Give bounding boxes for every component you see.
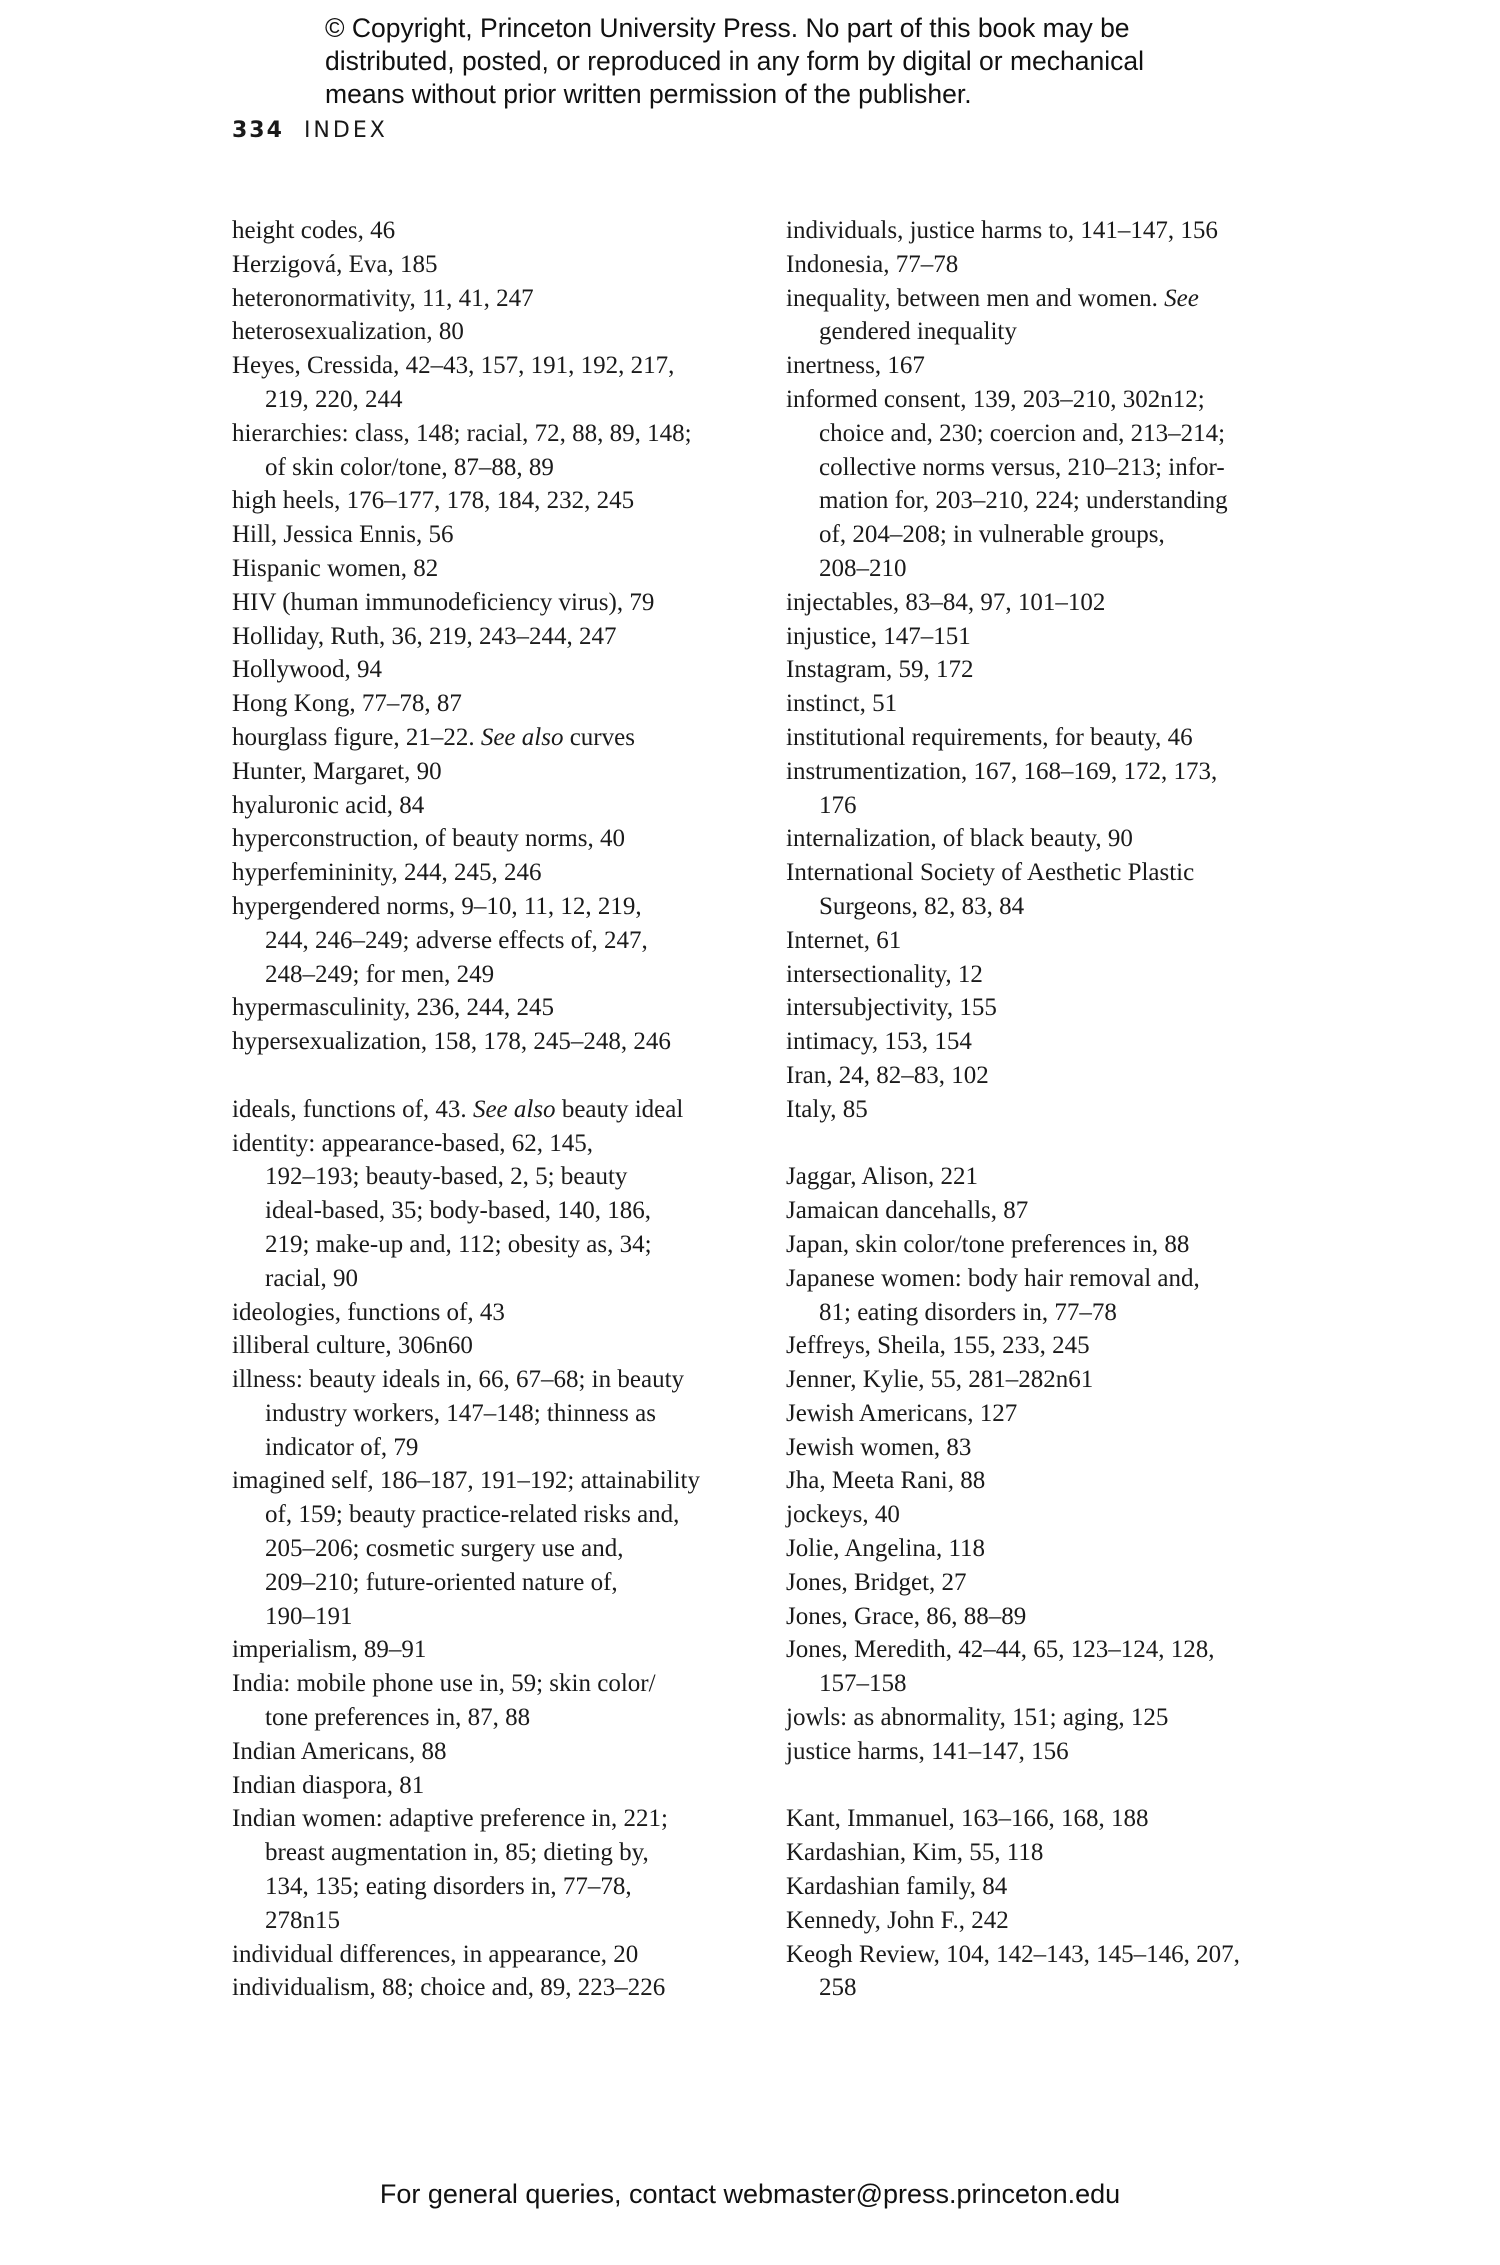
index-entry-line: inequality, between men and women. See — [786, 284, 1199, 312]
letter-section-gap — [232, 1059, 752, 1093]
index-entry-line: inertness, 167 — [786, 352, 925, 380]
index-entry-line: Keogh Review, 104, 142–143, 145–146, 207, — [786, 1940, 1240, 1968]
index-entry-line: individual differences, in appearance, 20 — [232, 1940, 639, 1968]
index-column-left — [232, 214, 752, 2005]
index-entry-line: Hunter, Margaret, 90 — [232, 757, 442, 785]
index-entry — [786, 214, 1306, 248]
index-entry — [232, 1802, 752, 1937]
index-entry-line: Instagram, 59, 172 — [786, 656, 974, 684]
index-entry-line: gendered inequality — [819, 318, 1017, 346]
index-entry — [786, 1633, 1306, 1701]
index-entry-line: hypermasculinity, 236, 244, 245 — [232, 994, 554, 1022]
index-entry — [786, 687, 1306, 721]
index-entry-line: 219; make-up and, 112; obesity as, 34; — [265, 1230, 652, 1258]
index-entry-line: 176 — [819, 791, 857, 819]
index-entry-line: Japan, skin color/tone preferences in, 88 — [786, 1230, 1190, 1258]
index-entry — [232, 991, 752, 1025]
copyright-line: © Copyright, Princeton University Press. No part of this book may be — [325, 13, 1130, 43]
copyright-line: distributed, posted, or reproduced in any form by digital or mechanical — [325, 46, 1144, 76]
index-entry — [786, 620, 1306, 654]
index-entry-line: internalization, of black beauty, 90 — [786, 825, 1133, 853]
index-entry-line: hypergendered norms, 9–10, 11, 12, 219, — [232, 892, 642, 920]
index-entry-line: Holliday, Ruth, 36, 219, 243–244, 247 — [232, 622, 617, 650]
index-entry-line: Hill, Jessica Ennis, 56 — [232, 521, 454, 549]
index-entry-line: HIV (human immunodeficiency virus), 79 — [232, 588, 655, 616]
index-entry-line: identity: appearance-based, 62, 145, — [232, 1129, 593, 1157]
index-entry — [232, 282, 752, 316]
index-entry — [786, 755, 1306, 823]
index-entry — [232, 248, 752, 282]
index-entry — [232, 1025, 752, 1059]
index-entry-line: 258 — [819, 1974, 857, 2002]
index-entry-line: 208–210 — [819, 554, 907, 582]
index-entry — [232, 755, 752, 789]
index-entry-line: illness: beauty ideals in, 66, 67–68; in beauty — [232, 1366, 685, 1394]
index-entry-line: choice and, 230; coercion and, 213–214; — [819, 419, 1226, 447]
index-entry — [786, 991, 1306, 1025]
index-entry — [232, 1127, 752, 1296]
index-entry — [232, 1464, 752, 1633]
index-entry-line: Jamaican dancehalls, 87 — [786, 1197, 1029, 1225]
index-entry-line: Jenner, Kylie, 55, 281–282n61 — [786, 1366, 1094, 1394]
index-entry-line: Jones, Bridget, 27 — [786, 1568, 967, 1596]
index-entry — [232, 1633, 752, 1667]
index-entry-line: instrumentization, 167, 168–169, 172, 173, — [786, 757, 1218, 785]
index-entry-line: Indian diaspora, 81 — [232, 1771, 425, 1799]
index-entry — [232, 1093, 752, 1127]
index-entry — [786, 1194, 1306, 1228]
index-entry-line: 192–193; beauty-based, 2, 5; beauty — [265, 1163, 628, 1191]
index-entry-line: of, 159; beauty practice-related risks and, — [265, 1501, 680, 1529]
index-entry-line: Jeffreys, Sheila, 155, 233, 245 — [786, 1332, 1090, 1360]
index-entry-line: hyperfemininity, 244, 245, 246 — [232, 859, 542, 887]
index-entry — [232, 856, 752, 890]
index-entry — [232, 1363, 752, 1464]
index-entry-line: height codes, 46 — [232, 217, 396, 244]
index-entry-line: Kant, Immanuel, 163–166, 168, 188 — [786, 1805, 1149, 1833]
index-entry-line: 244, 246–249; adverse effects of, 247, — [265, 926, 648, 954]
index-entry — [232, 1938, 752, 1972]
index-entry — [232, 653, 752, 687]
index-entry-line: Jaggar, Alison, 221 — [786, 1163, 979, 1191]
index-entry-line: Jewish Americans, 127 — [786, 1399, 1018, 1427]
index-entry-line: heteronormativity, 11, 41, 247 — [232, 284, 534, 312]
index-entry — [786, 1498, 1306, 1532]
index-entry-line: individuals, justice harms to, 141–147, 156 — [786, 217, 1218, 244]
index-entry-line: hyperconstruction, of beauty norms, 40 — [232, 825, 625, 853]
index-entry-line: Heyes, Cressida, 42–43, 157, 191, 192, 217, — [232, 352, 675, 380]
index-entry — [786, 822, 1306, 856]
index-entry-line: injectables, 83–84, 97, 101–102 — [786, 588, 1106, 616]
index-entry-line: ideal-based, 35; body-based, 140, 186, — [265, 1197, 652, 1225]
index-entry-line: 134, 135; eating disorders in, 77–78, — [265, 1873, 632, 1901]
index-entry — [232, 1667, 752, 1735]
index-entry-line: Indonesia, 77–78 — [786, 250, 959, 278]
index-entry — [786, 1836, 1306, 1870]
index-entry-line: 209–210; future-oriented nature of, — [265, 1568, 618, 1596]
index-entry — [786, 1228, 1306, 1262]
index-entry-line: hypersexualization, 158, 178, 245–248, 246 — [232, 1028, 671, 1056]
index-entry — [786, 653, 1306, 687]
index-entry — [786, 1938, 1306, 2006]
index-entry — [232, 552, 752, 586]
index-entry — [786, 1464, 1306, 1498]
index-entry-line: Kardashian family, 84 — [786, 1873, 1008, 1901]
index-entry — [786, 1600, 1306, 1634]
index-entry-line: ideals, functions of, 43. See also beauty ideal — [232, 1095, 684, 1123]
index-entry — [232, 890, 752, 991]
index-entry — [786, 586, 1306, 620]
footer-contact: For general queries, contact webmaster@press.princeton.edu — [379, 2179, 1121, 2209]
index-entry-line: injustice, 147–151 — [786, 622, 971, 650]
index-entry-line: hourglass figure, 21–22. See also curves — [232, 723, 635, 751]
index-entry — [786, 1397, 1306, 1431]
index-entry-line: mation for, 203–210, 224; understanding — [819, 487, 1228, 515]
index-entry-line: Indian Americans, 88 — [232, 1737, 447, 1765]
index-entry-line: Indian women: adaptive preference in, 221; — [232, 1805, 668, 1833]
index-entry-line: 190–191 — [265, 1602, 353, 1630]
index-entry-line: Herzigová, Eva, 185 — [232, 250, 438, 278]
index-entry-line: Surgeons, 82, 83, 84 — [819, 892, 1025, 920]
index-entry-line: Italy, 85 — [786, 1095, 868, 1123]
index-entry-line: 278n15 — [265, 1906, 340, 1934]
index-entry — [786, 1431, 1306, 1465]
index-entry-line: jockeys, 40 — [786, 1501, 900, 1529]
index-entry — [232, 1296, 752, 1330]
index-entry — [232, 484, 752, 518]
index-entry-line: Internet, 61 — [786, 926, 902, 954]
index-entry — [786, 1160, 1306, 1194]
index-entry — [786, 958, 1306, 992]
letter-section-gap — [786, 1769, 1306, 1803]
index-entry — [232, 1735, 752, 1769]
index-entry-line: Kennedy, John F., 242 — [786, 1906, 1009, 1934]
index-entry — [786, 248, 1306, 282]
page-number: 334 — [232, 118, 284, 143]
index-entry-line: heterosexualization, 80 — [232, 318, 464, 346]
index-entry-line: Jones, Meredith, 42–44, 65, 123–124, 128, — [786, 1636, 1215, 1664]
index-entry — [786, 1262, 1306, 1330]
index-entry — [786, 1059, 1306, 1093]
index-entry-line: imagined self, 186–187, 191–192; attainability — [232, 1467, 700, 1495]
index-entry — [786, 1802, 1306, 1836]
index-entry — [786, 856, 1306, 924]
index-entry — [786, 1701, 1306, 1735]
letter-section-gap — [786, 1127, 1306, 1161]
index-entry-line: high heels, 176–177, 178, 184, 232, 245 — [232, 487, 635, 515]
index-entry-line: intersubjectivity, 155 — [786, 994, 997, 1022]
index-entry-line: hierarchies: class, 148; racial, 72, 88, 89, 148; — [232, 419, 692, 447]
index-entry — [786, 1532, 1306, 1566]
index-entry-line: 81; eating disorders in, 77–78 — [819, 1298, 1117, 1326]
running-head — [232, 118, 388, 143]
index-entry — [786, 1093, 1306, 1127]
index-entry-line: jowls: as abnormality, 151; aging, 125 — [786, 1704, 1169, 1732]
copyright-notice — [325, 12, 1205, 111]
index-entry — [786, 383, 1306, 586]
index-entry — [786, 1025, 1306, 1059]
index-entry-line: individualism, 88; choice and, 89, 223–226 — [232, 1974, 666, 2002]
index-entry-line: informed consent, 139, 203–210, 302n12; — [786, 385, 1205, 413]
index-entry-line: Jolie, Angelina, 118 — [786, 1535, 986, 1563]
index-entry — [232, 687, 752, 721]
index-entry-line: Hispanic women, 82 — [232, 554, 439, 582]
index-entry-line: Japanese women: body hair removal and, — [786, 1264, 1200, 1292]
index-entry-line: India: mobile phone use in, 59; skin color/ — [232, 1670, 656, 1698]
index-entry-line: ideologies, functions of, 43 — [232, 1298, 505, 1326]
index-entry — [232, 1769, 752, 1803]
index-entry — [786, 1363, 1306, 1397]
index-entry-line: institutional requirements, for beauty, 46 — [786, 723, 1193, 751]
index-entry — [232, 586, 752, 620]
index-entry — [232, 721, 752, 755]
index-entry-line: 205–206; cosmetic surgery use and, — [265, 1535, 624, 1563]
index-entry-line: 219, 220, 244 — [265, 385, 403, 413]
index-entry — [232, 822, 752, 856]
index-entry — [232, 518, 752, 552]
index-entry-line: Hong Kong, 77–78, 87 — [232, 690, 462, 718]
index-entry — [786, 1329, 1306, 1363]
index-entry-line: Kardashian, Kim, 55, 118 — [786, 1839, 1044, 1867]
index-entry-line: 248–249; for men, 249 — [265, 960, 495, 988]
index-entry-line: intimacy, 153, 154 — [786, 1028, 972, 1056]
index-entry-line: illiberal culture, 306n60 — [232, 1332, 473, 1360]
index-entry — [232, 214, 752, 248]
index-entry — [786, 924, 1306, 958]
index-entry-line: of skin color/tone, 87–88, 89 — [265, 453, 554, 481]
index-entry-line: of, 204–208; in vulnerable groups, — [819, 521, 1165, 549]
index-entry — [786, 721, 1306, 755]
index-entry — [232, 1971, 752, 2005]
index-entry — [786, 349, 1306, 383]
index-entry — [232, 349, 752, 417]
index-entry — [232, 789, 752, 823]
index-entry — [786, 282, 1306, 350]
index-entry-line: indicator of, 79 — [265, 1433, 419, 1461]
section-title: INDEX — [303, 118, 388, 143]
index-entry-line: collective norms versus, 210–213; infor- — [819, 453, 1225, 481]
index-entry-line: tone preferences in, 87, 88 — [265, 1704, 531, 1732]
index-entry-line: intersectionality, 12 — [786, 960, 983, 988]
index-entry-line: International Society of Aesthetic Plastic — [786, 859, 1195, 887]
index-entry-line: 157–158 — [819, 1670, 907, 1698]
index-entry-line: breast augmentation in, 85; dieting by, — [265, 1839, 649, 1867]
index-entry-line: industry workers, 147–148; thinness as — [265, 1399, 656, 1427]
index-entry — [786, 1904, 1306, 1938]
index-entry-line: instinct, 51 — [786, 690, 898, 718]
index-entry — [232, 417, 752, 485]
index-column-right — [786, 214, 1306, 2005]
index-entry-line: justice harms, 141–147, 156 — [786, 1737, 1069, 1765]
index-entry-line: Hollywood, 94 — [232, 656, 382, 684]
index-entry-line: Jha, Meeta Rani, 88 — [786, 1467, 986, 1495]
index-entry — [232, 620, 752, 654]
index-entry-line: hyaluronic acid, 84 — [232, 791, 425, 819]
index-entry-line: Iran, 24, 82–83, 102 — [786, 1061, 989, 1089]
index-entry — [786, 1870, 1306, 1904]
index-entry — [232, 315, 752, 349]
index-entry — [786, 1566, 1306, 1600]
copyright-line: means without prior written permission of the publisher. — [325, 79, 972, 109]
index-entry — [232, 1329, 752, 1363]
index-entry-line: Jewish women, 83 — [786, 1433, 972, 1461]
index-entry-line: Jones, Grace, 86, 88–89 — [786, 1602, 1027, 1630]
index-entry — [786, 1735, 1306, 1769]
index-entry-line: racial, 90 — [265, 1264, 359, 1292]
index-entry-line: imperialism, 89–91 — [232, 1636, 427, 1664]
